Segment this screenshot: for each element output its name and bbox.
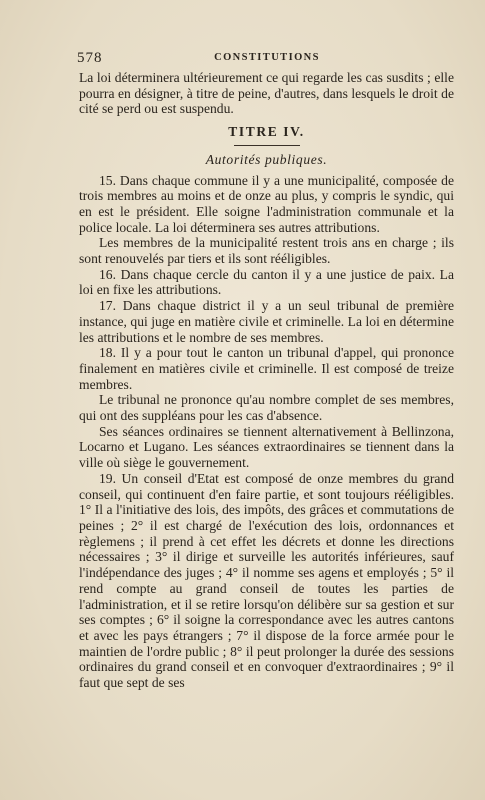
article-18-para-2: Le tribunal ne prononce qu'au nombre complet de ses membres, qui ont des suppléans pour les cas d'absence. — [79, 392, 454, 424]
article-17: 17. Dans chaque district il y a un seul tribunal de première instance, qui juge en matière civile et criminelle. La loi en détermine les attributions et le nombre de ses membres. — [79, 298, 454, 345]
title-rule — [234, 145, 300, 146]
continuation-paragraph: La loi déterminera ultérieurement ce qui regarde les cas susdits ; elle pourra en désigner, à titre de peine, d'autres, dans lesquels le droit de cité se perd ou est suspendu. — [79, 70, 454, 117]
running-head: CONSTITUTIONS — [214, 52, 320, 63]
page-number: 578 — [77, 50, 103, 66]
article-16: 16. Dans chaque cercle du canton il y a une justice de paix. La loi en fixe les attributions. — [79, 266, 454, 298]
article-18-para-3: Ses séances ordinaires se tiennent alternativement à Bellinzona, Locarno et Lugano. Les séances extraordinaires se tiennent dans la ville où siège le gouvernement. — [79, 423, 454, 471]
article-15-para-2: Les membres de la municipalité restent trois ans en charge ; ils sont renouvelés par tiers et ils sont rééligibles. — [79, 235, 454, 267]
section-subtitle: Autorités publiques. — [205, 151, 328, 167]
article-19: 19. Un conseil d'Etat est composé de onze membres du grand conseil, qui continuent d'en faire partie, et sont toujours rééligibles. 1° Il a l'initiative des lois, des impôts, des grâces et commutations de peines ; 2° il est chargé de l'exécution des lois, ordonnances et règlemens ; il prend à cet effet les décrets et donne les directions nécessaires ; 3° il dirige et surveille les autorités inférieures, sauf l'indépendance des juges ; 4° il nomme ses agens et employés ; 5° il rend compte au grand conseil de toutes les parties de l'administration, et il se retire lorsqu'on délibère sur sa gestion et sur ses comptes ; 6° il soigne la correspondance avec les autres cantons et avec les pays étrangers ; 7° il dispose de la force armée pour le maintien de l'ordre public ; 8° il peut prolonger la durée des sessions ordinaires du grand conseil et en convoquer d'extraordinaires ; 9° il faut que sept de ses — [79, 470, 454, 691]
section-title: TITRE IV. — [228, 124, 305, 140]
article-15: 15. Dans chaque commune il y a une municipalité, composée de trois membres au moins et de onze au plus, y compris le syndic, qui en est le président. Elle soigne l'administration communale et la police locale. La loi déterminera ses autres attributions. — [79, 172, 454, 235]
article-18: 18. Il y a pour tout le canton un tribunal d'appel, qui prononce finalement en matières civile et criminelle. Il est composé de treize membres. — [79, 345, 454, 392]
page-body — [79, 70, 454, 691]
